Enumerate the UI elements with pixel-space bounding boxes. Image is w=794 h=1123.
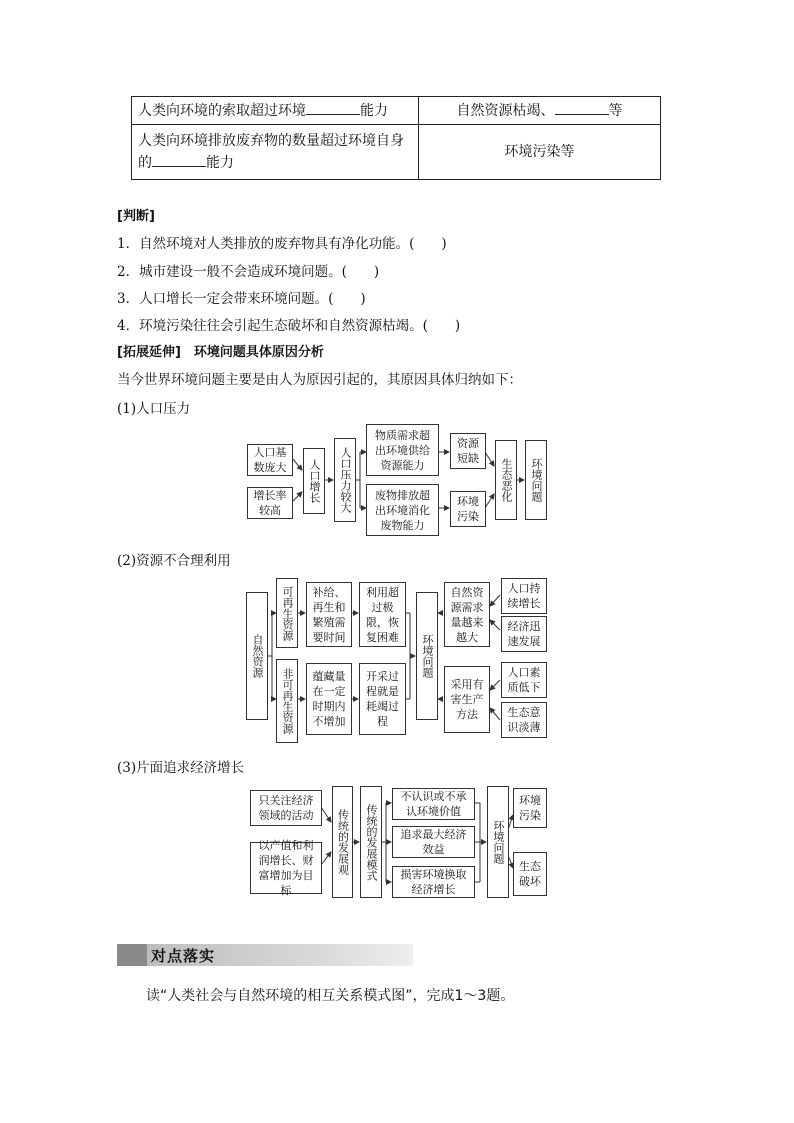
box-population-pressure: 人口压力较大 bbox=[334, 438, 356, 522]
box-population-growth: 人口增长 bbox=[303, 448, 325, 514]
judge-heading: [判断] bbox=[117, 209, 155, 224]
box-ignore-env-value: 不认识或不承认环境价值 bbox=[392, 788, 475, 820]
box-env-problem-2: 环境问题 bbox=[416, 592, 438, 720]
box-pop-continuous-growth: 人口持续增长 bbox=[501, 578, 547, 614]
diagram2-label: (2)资源不合理利用 bbox=[117, 553, 231, 569]
judge-item: 3．人口增长一定会带来环境问题。( ) bbox=[117, 291, 366, 307]
box-waste-discharge: 废物排放超出环境消化废物能力 bbox=[366, 484, 439, 536]
box-nonrenewable: 非可再生资源 bbox=[276, 659, 298, 743]
section-banner bbox=[117, 944, 413, 966]
question-prompt: 读“人类社会与自然环境的相互关系模式图”，完成1～3题。 bbox=[146, 988, 515, 1004]
box-material-demand: 物质需求超出环境供给资源能力 bbox=[366, 424, 439, 476]
box-traditional-mode: 传统的发展模式 bbox=[360, 786, 382, 898]
box-exhaustion: 开采过程就是耗竭过程 bbox=[359, 663, 406, 735]
cell-text: 的 bbox=[138, 154, 152, 171]
box-reserve-fixed: 蕴藏量在一定时期内不增加 bbox=[306, 663, 352, 735]
cell-text: 人类向环境排放废弃物的数量超过环境自身 bbox=[138, 132, 404, 149]
diagram1-label: (1)人口压力 bbox=[117, 401, 191, 417]
judge-item: 2．城市建设一般不会造成环境问题。( ) bbox=[117, 264, 380, 280]
box-traditional-view: 传统的发展观 bbox=[332, 786, 353, 898]
box-rapid-economic-dev: 经济迅速发展 bbox=[501, 616, 547, 652]
box-harmful-production: 采用有害生产方法 bbox=[444, 666, 490, 733]
box-env-pollution-3: 环境污染 bbox=[513, 788, 547, 828]
box-weak-eco-awareness: 生态意识淡薄 bbox=[501, 702, 547, 738]
box-eco-deterioration: 生态恶化 bbox=[495, 440, 517, 520]
box-eco-destruction: 生态破坏 bbox=[513, 852, 547, 896]
box-resource-demand: 自然资源需求量越来越大 bbox=[444, 582, 490, 647]
box-regeneration-time: 补给、再生和繁殖需要时间 bbox=[306, 582, 352, 647]
extension-heading: [拓展延伸] 环境问题具体原因分析 bbox=[117, 345, 324, 360]
diagram3-label: (3)片面追求经济增长 bbox=[117, 760, 245, 776]
box-profit-target: 以产值和利润增长、财富增加为目标 bbox=[250, 842, 322, 894]
extension-intro: 当今世界环境问题主要是由人为原因引起的，其原因具体归纳如下： bbox=[117, 372, 522, 388]
box-low-population-quality: 人口素质低下 bbox=[501, 662, 547, 698]
cell-text: 人类向环境的索取超过环境 bbox=[138, 102, 306, 119]
box-natural-resources: 自然资源 bbox=[246, 592, 268, 720]
box-max-profit: 追求最大经济效益 bbox=[392, 826, 475, 858]
cell-text: 环境污染等 bbox=[504, 143, 575, 160]
cell-text: 能力 bbox=[206, 154, 234, 171]
box-overuse: 利用超过极限，恢复困难 bbox=[359, 582, 406, 647]
box-renewable: 可再生资源 bbox=[276, 578, 298, 648]
box-env-problem-3: 环境问题 bbox=[487, 786, 509, 898]
cell-text: 能力 bbox=[360, 102, 388, 119]
box-trade-env-for-growth: 损害环境换取经济增长 bbox=[392, 866, 475, 898]
box-population-base: 人口基数庞大 bbox=[247, 444, 293, 476]
cell-text: 等 bbox=[608, 102, 623, 119]
box-env-problem: 环境问题 bbox=[525, 440, 547, 520]
box-economic-focus: 只关注经济领域的活动 bbox=[250, 790, 322, 826]
box-growth-rate: 增长率较高 bbox=[247, 487, 293, 519]
box-env-pollution: 环境污染 bbox=[450, 491, 486, 527]
judge-item: 4．环境污染往往会引起生态破坏和自然资源枯竭。( ) bbox=[117, 318, 461, 334]
banner-title: 对点落实 bbox=[151, 947, 216, 965]
box-resource-shortage: 资源短缺 bbox=[450, 433, 486, 469]
judge-item: 1．自然环境对人类排放的废弃物具有净化功能。( ) bbox=[117, 236, 447, 252]
cell-text: 自然资源枯竭、 bbox=[456, 102, 555, 119]
